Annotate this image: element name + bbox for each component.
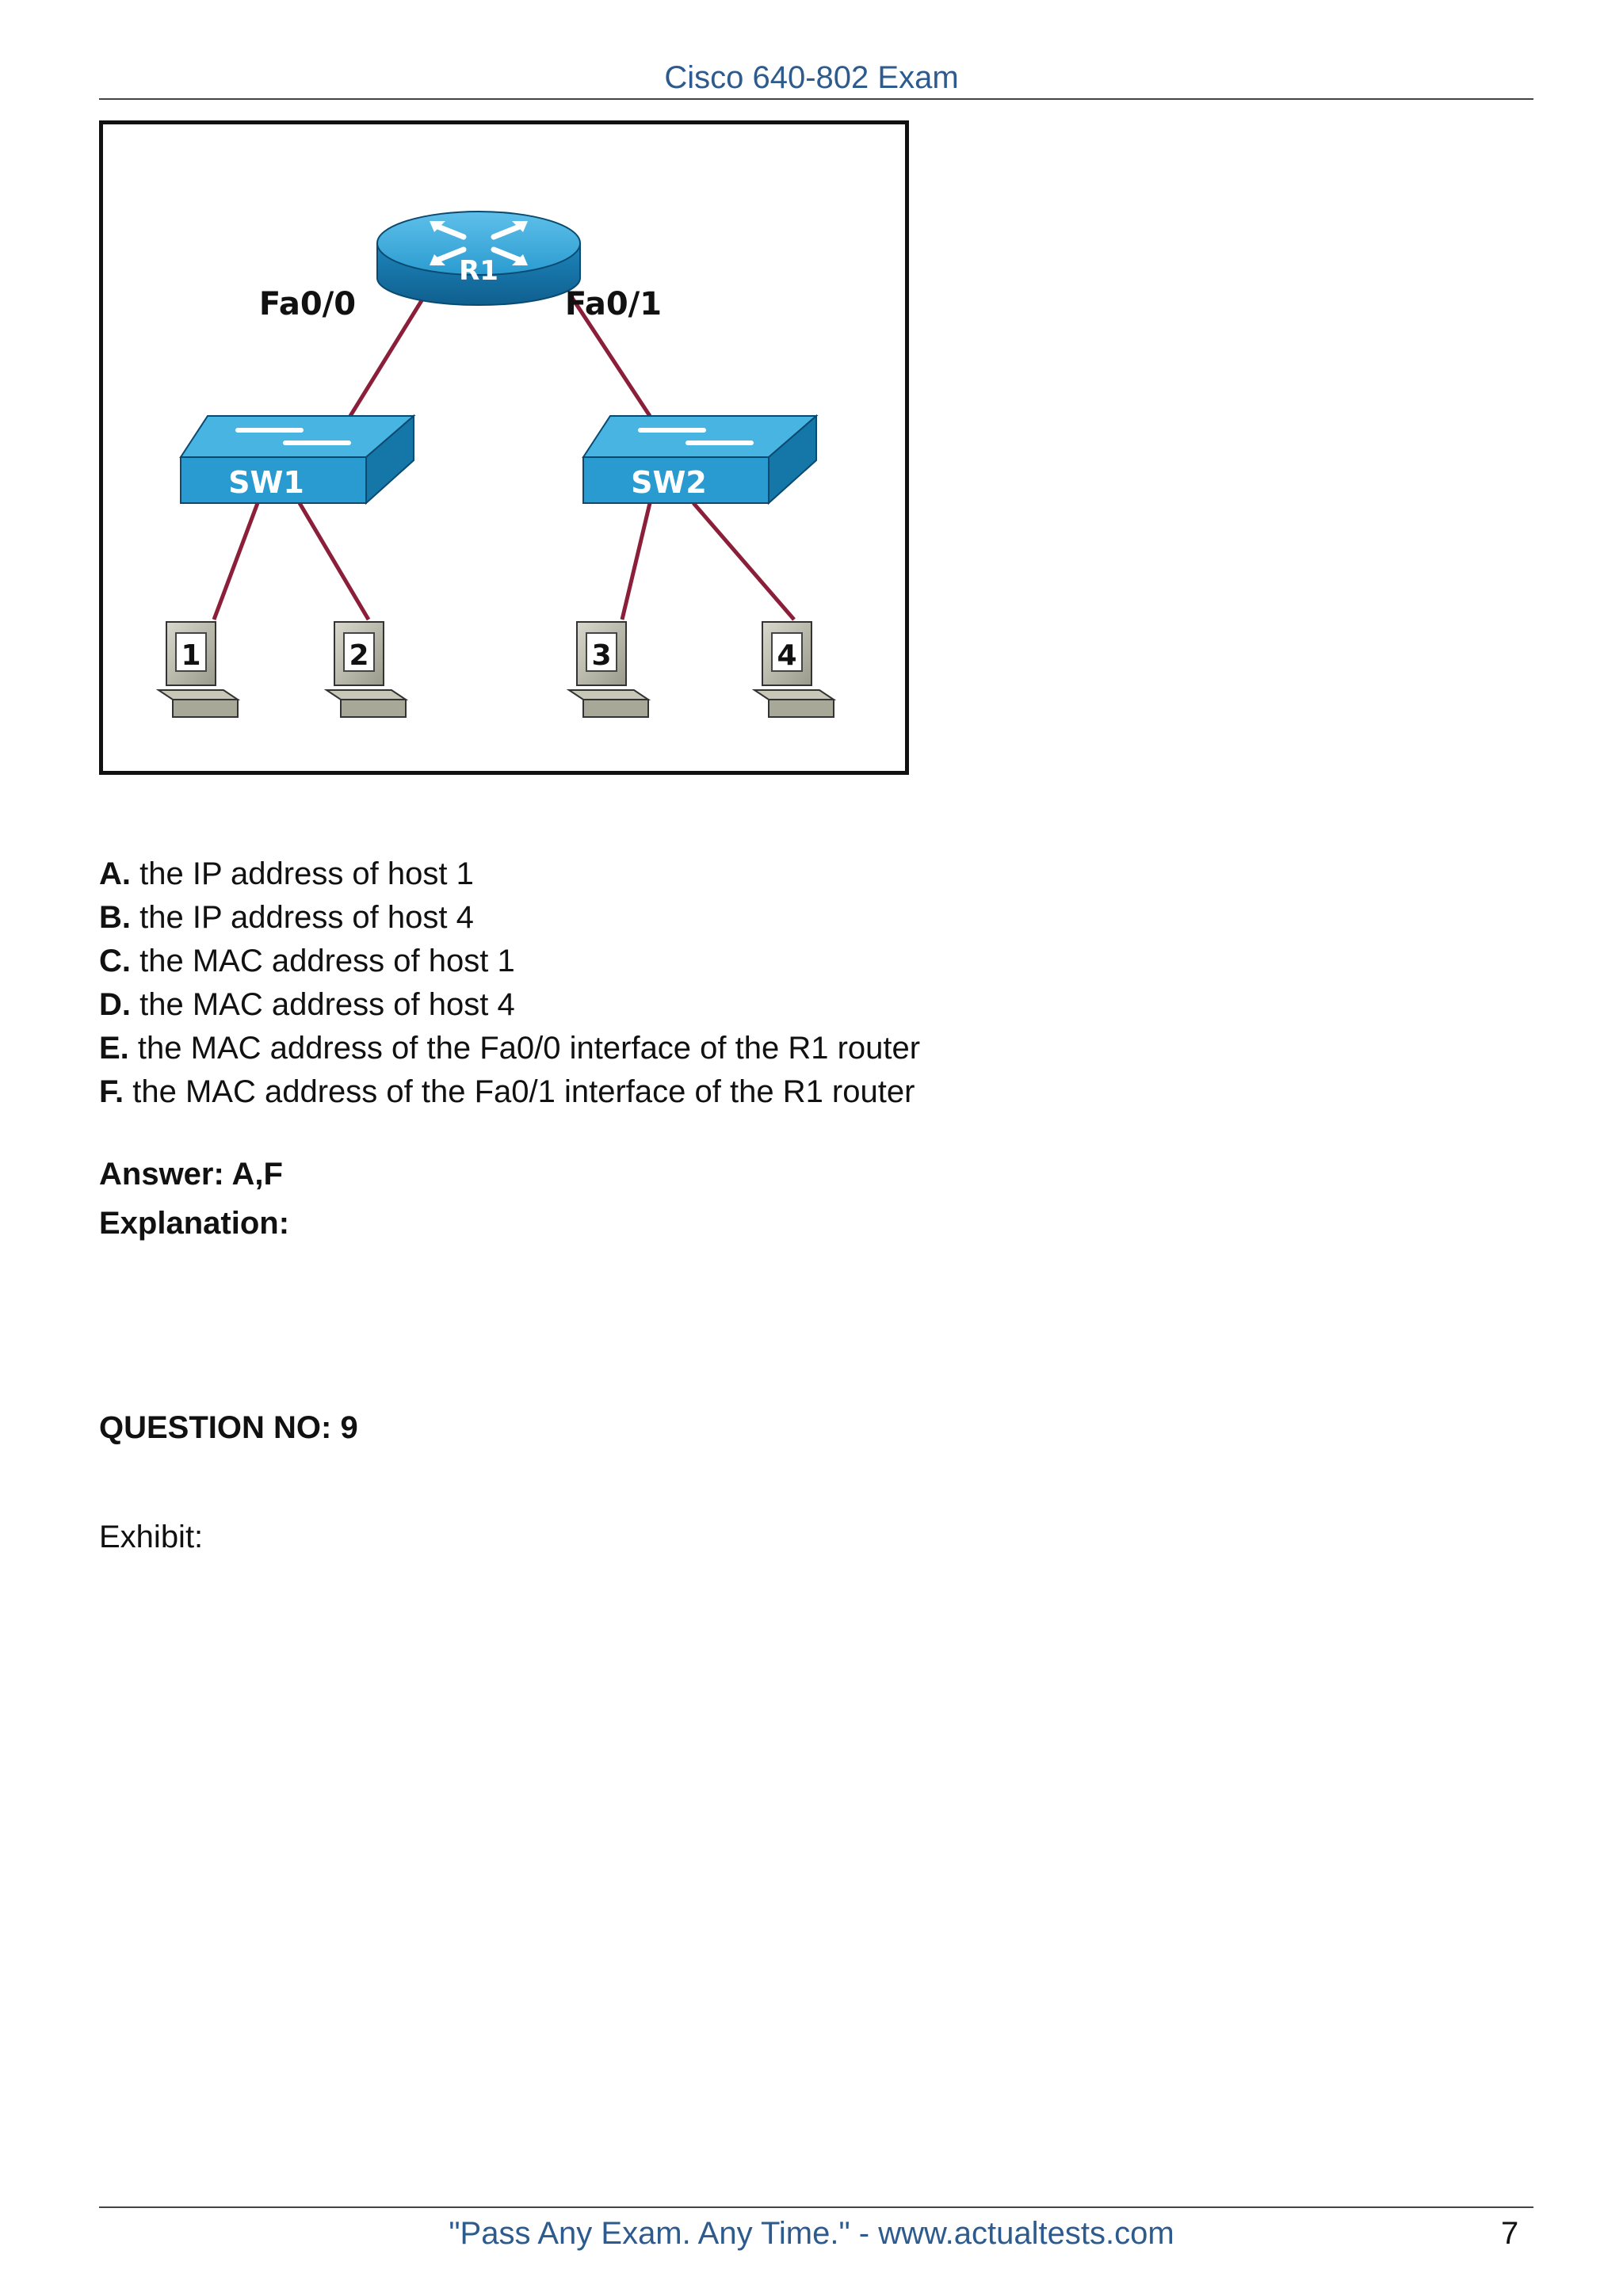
option-d bbox=[99, 983, 920, 1027]
cable-r1-sw1 bbox=[350, 296, 425, 416]
option-text: the MAC address of the Fa0/1 interface of the R1 router bbox=[124, 1074, 915, 1109]
router-r1-icon bbox=[377, 212, 580, 305]
host-3-icon bbox=[569, 622, 648, 717]
option-letter: B. bbox=[99, 900, 131, 935]
question-heading: QUESTION NO: 9 bbox=[99, 1410, 358, 1445]
switch-sw1-label: SW1 bbox=[228, 465, 304, 500]
option-a bbox=[99, 852, 920, 896]
option-c bbox=[99, 940, 920, 983]
option-e bbox=[99, 1027, 920, 1070]
footer-slogan: "Pass Any Exam. Any Time." - www.actualtests.com bbox=[449, 2216, 1174, 2251]
option-text: the MAC address of host 1 bbox=[131, 944, 515, 978]
host-2-label: 2 bbox=[349, 639, 369, 672]
page-header-title: Cisco 640-802 Exam bbox=[664, 60, 959, 95]
host-4-label: 4 bbox=[777, 639, 797, 672]
option-f bbox=[99, 1070, 920, 1114]
option-b bbox=[99, 896, 920, 940]
page-number: 7 bbox=[1501, 2216, 1519, 2251]
cable-sw2-host4 bbox=[693, 503, 794, 620]
option-text: the MAC address of host 4 bbox=[131, 987, 515, 1022]
option-letter: C. bbox=[99, 944, 131, 978]
cable-sw2-host3 bbox=[622, 503, 650, 620]
host-1-icon bbox=[158, 622, 238, 717]
option-letter: A. bbox=[99, 856, 131, 891]
answer-options-list bbox=[99, 852, 920, 1114]
host-1-label: 1 bbox=[181, 639, 201, 672]
cable-sw1-host2 bbox=[300, 503, 369, 620]
host-2-icon bbox=[327, 622, 406, 717]
network-diagram bbox=[103, 124, 905, 771]
option-text: the IP address of host 1 bbox=[131, 856, 474, 891]
network-diagram-exhibit bbox=[99, 120, 909, 775]
explanation-heading: Explanation: bbox=[99, 1206, 290, 1241]
switch-sw1-icon bbox=[181, 416, 414, 503]
exhibit-label: Exhibit: bbox=[99, 1520, 204, 1554]
interface-fa0-0-label: Fa0/0 bbox=[258, 286, 357, 322]
option-letter: D. bbox=[99, 987, 131, 1022]
cable-sw1-host1 bbox=[214, 503, 258, 620]
option-letter: E. bbox=[99, 1031, 129, 1066]
option-text: the MAC address of the Fa0/0 interface of the R1 router bbox=[128, 1031, 921, 1066]
option-text: the IP address of host 4 bbox=[131, 900, 474, 935]
interface-fa0-1-label: Fa0/1 bbox=[564, 286, 663, 322]
footer-divider bbox=[99, 2206, 1533, 2208]
answer-line: Answer: A,F bbox=[99, 1157, 283, 1192]
host-4-icon bbox=[754, 622, 834, 717]
host-3-label: 3 bbox=[591, 639, 612, 672]
switch-sw2-label: SW2 bbox=[631, 465, 707, 500]
router-r1-label: R1 bbox=[459, 255, 498, 287]
option-letter: F. bbox=[99, 1074, 124, 1109]
header-divider bbox=[99, 98, 1533, 100]
switch-sw2-icon bbox=[583, 416, 816, 503]
